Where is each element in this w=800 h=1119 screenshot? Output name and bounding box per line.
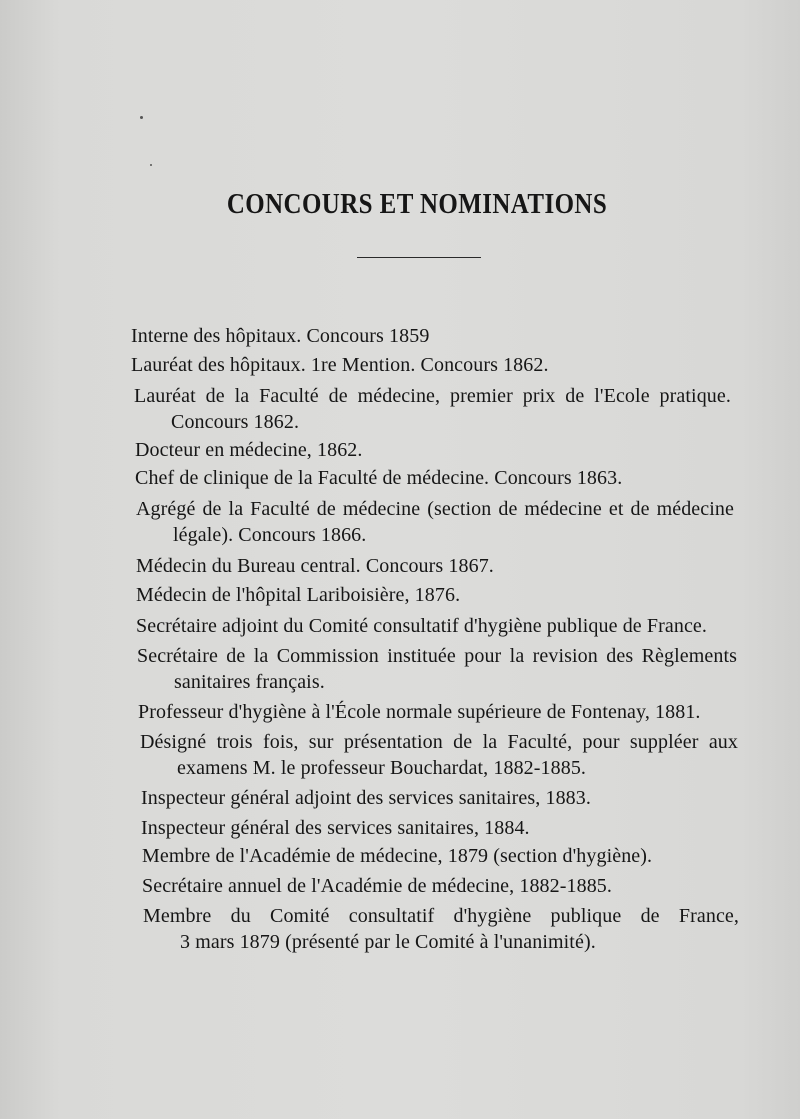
entry-text: Lauréat des hôpitaux. 1re Mention. Concours 1862. xyxy=(131,354,549,376)
entry-text: Docteur en médecine, 1862. xyxy=(135,439,363,461)
list-item xyxy=(136,582,516,608)
entry-continuation: légale). Concours 1866. xyxy=(173,524,367,546)
page-title: CONCOURS ET NOMINATIONS xyxy=(226,188,608,220)
list-item xyxy=(138,699,742,725)
entry-text: Désigné trois fois, sur présentation de la Faculté, pour suppléer aux xyxy=(140,731,738,753)
entry-text: Membre du Comité consultatif d'hygiène publique de France, xyxy=(143,905,739,927)
entry-text: Médecin de l'hôpital Lariboisière, 1876. xyxy=(136,584,461,606)
list-item xyxy=(131,323,551,349)
entry-text: Secrétaire de la Commission instituée pour la revision des Règlements xyxy=(137,645,737,667)
list-item xyxy=(141,815,591,841)
list-item xyxy=(142,873,662,899)
entry-text: Médecin du Bureau central. Concours 1867. xyxy=(136,555,494,577)
title-rule xyxy=(357,257,481,258)
list-item xyxy=(136,613,740,639)
entry-text: Secrétaire adjoint du Comité consultatif d'hygiène publique de France. xyxy=(136,615,707,637)
list-item xyxy=(142,843,702,869)
list-item xyxy=(136,553,536,579)
entry-text: Lauréat de la Faculté de médecine, premier prix de l'Ecole pratique. xyxy=(134,385,731,407)
entry-text: Interne des hôpitaux. Concours 1859 xyxy=(131,325,430,347)
entry-text: Chef de clinique de la Faculté de médecine. Concours 1863. xyxy=(135,467,623,489)
list-item xyxy=(136,496,734,548)
ink-speck xyxy=(140,116,143,119)
list-item xyxy=(143,903,739,955)
entry-text: Inspecteur général adjoint des services sanitaires, 1883. xyxy=(141,787,591,809)
entry-text: Professeur d'hygiène à l'École normale supérieure de Fontenay, 1881. xyxy=(138,701,701,723)
entry-text: Membre de l'Académie de médecine, 1879 (section d'hygiène). xyxy=(142,845,653,867)
entry-text: Secrétaire annuel de l'Académie de médecine, 1882-1885. xyxy=(142,875,613,897)
list-item xyxy=(137,643,737,695)
list-item xyxy=(135,465,675,491)
list-item xyxy=(131,352,601,378)
entry-continuation: sanitaires français. xyxy=(174,671,325,693)
list-item xyxy=(141,785,641,811)
ink-speck xyxy=(150,164,152,166)
list-item xyxy=(135,437,395,463)
entry-text: Inspecteur général des services sanitaires, 1884. xyxy=(141,817,530,839)
list-item xyxy=(134,383,731,435)
entry-continuation: examens M. le professeur Bouchardat, 1882-1885. xyxy=(177,757,587,779)
entry-continuation: Concours 1862. xyxy=(171,411,300,433)
list-item xyxy=(140,729,738,781)
entry-text: Agrégé de la Faculté de médecine (section de médecine et de médecine xyxy=(136,498,734,520)
entry-continuation: 3 mars 1879 (présenté par le Comité à l'unanimité). xyxy=(180,931,596,953)
